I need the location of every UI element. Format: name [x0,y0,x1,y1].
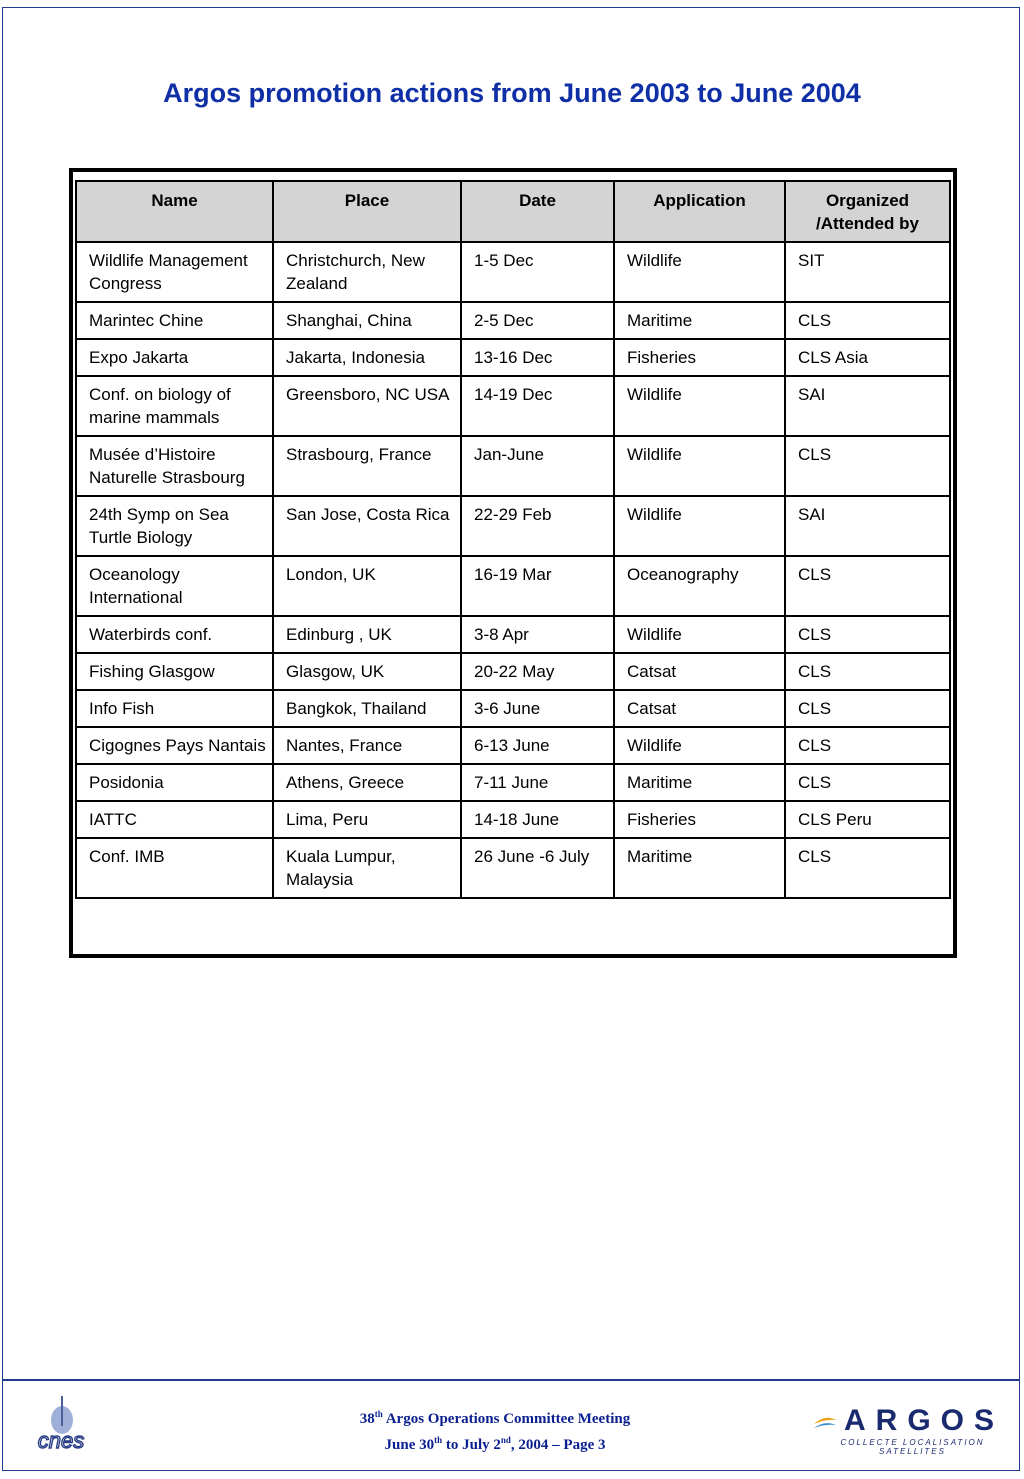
cell-organized-by: CLS [785,436,950,496]
cell-application: Wildlife [614,242,785,302]
cell-date: 1-5 Dec [461,242,614,302]
table-row [76,496,950,556]
argos-tagline: COLLECTE LOCALISATION SATELLITES [840,1438,985,1456]
cell-application: Wildlife [614,376,785,436]
cell-name: 24th Symp on Sea Turtle Biology [76,496,273,556]
cell-organized-by: CLS [785,302,950,339]
cell-organized-by: CLS [785,653,950,690]
cell-name: Cigognes Pays Nantais [76,727,273,764]
footer-divider [2,1379,1020,1381]
page-title: Argos promotion actions from June 2003 to June 2004 [163,78,861,108]
cell-date: 2-5 Dec [461,302,614,339]
cell-place: Shanghai, China [273,302,461,339]
cell-organized-by: CLS [785,838,950,898]
cell-date: 22-29 Feb [461,496,614,556]
cell-date: 7-11 June [461,764,614,801]
cnes-logo-text: cnes [37,1428,85,1452]
promotion-actions-table [75,180,951,899]
cell-application: Wildlife [614,496,785,556]
cell-place: Jakarta, Indonesia [273,339,461,376]
cell-date: Jan-June [461,436,614,496]
table-row [76,838,950,898]
table-row [76,556,950,616]
table-header-row [76,181,950,242]
cell-place: Kuala Lumpur, Malaysia [273,838,461,898]
cell-application: Oceanography [614,556,785,616]
cell-organized-by: CLS Peru [785,801,950,838]
cnes-rocket-icon [61,1396,63,1426]
table-row [76,616,950,653]
cell-name: Wildlife Management Congress [76,242,273,302]
cell-name: Fishing Glasgow [76,653,273,690]
cell-organized-by: CLS [785,556,950,616]
cell-date: 20-22 May [461,653,614,690]
cell-organized-by: SAI [785,376,950,436]
footer-line-1: 38th Argos Operations Committee Meeting [359,1409,631,1427]
cell-application: Maritime [614,764,785,801]
cell-place: Athens, Greece [273,764,461,801]
cell-name: Expo Jakarta [76,339,273,376]
cell-application: Fisheries [614,801,785,838]
cell-organized-by: CLS Asia [785,339,950,376]
cnes-logo [28,1394,94,1452]
cell-place: Glasgow, UK [273,653,461,690]
column-header-organized-by: Organized /Attended by [785,181,950,242]
cell-organized-by: SAI [785,496,950,556]
cell-name: Conf. IMB [76,838,273,898]
table-row [76,764,950,801]
cell-name: Musée d’Histoire Naturelle Strasbourg [76,436,273,496]
cell-application: Wildlife [614,436,785,496]
table-row [76,339,950,376]
table-row [76,801,950,838]
cell-date: 14-19 Dec [461,376,614,436]
cell-organized-by: CLS [785,690,950,727]
cell-organized-by: SIT [785,242,950,302]
cell-place: Greensboro, NC USA [273,376,461,436]
argos-wordmark: ARGOS [844,1404,1005,1437]
cell-name: Waterbirds conf. [76,616,273,653]
table-row [76,376,950,436]
table-body [76,242,950,898]
cell-name: Oceanology International [76,556,273,616]
cell-place: Edinburg , UK [273,616,461,653]
cell-date: 3-8 Apr [461,616,614,653]
cell-name: IATTC [76,801,273,838]
cell-organized-by: CLS [785,764,950,801]
cell-place: Nantes, France [273,727,461,764]
cell-date: 13-16 Dec [461,339,614,376]
cell-place: Christchurch, New Zealand [273,242,461,302]
argos-logo [810,1404,1015,1456]
cell-name: Marintec Chine [76,302,273,339]
column-header-place: Place [273,181,461,242]
table-row [76,302,950,339]
cell-application: Catsat [614,690,785,727]
cell-name: Conf. on biology of marine mammals [76,376,273,436]
cell-application: Maritime [614,302,785,339]
cell-date: 14-18 June [461,801,614,838]
column-header-application: Application [614,181,785,242]
cell-name: Info Fish [76,690,273,727]
table-row [76,727,950,764]
footer-caption [250,1404,740,1456]
cell-application: Fisheries [614,339,785,376]
table-row [76,242,950,302]
footer-line-2: June 30th to July 2nd, 2004 – Page 3 [384,1435,606,1453]
cell-organized-by: CLS [785,727,950,764]
table-row [76,653,950,690]
cell-place: Strasbourg, France [273,436,461,496]
cell-application: Wildlife [614,616,785,653]
table-row [76,690,950,727]
cell-place: Lima, Peru [273,801,461,838]
cell-place: Bangkok, Thailand [273,690,461,727]
cell-name: Posidonia [76,764,273,801]
table-row [76,436,950,496]
cell-date: 16-19 Mar [461,556,614,616]
cell-date: 3-6 June [461,690,614,727]
cell-place: London, UK [273,556,461,616]
cell-application: Wildlife [614,727,785,764]
argos-swoosh-icon [812,1410,838,1436]
cell-place: San Jose, Costa Rica [273,496,461,556]
column-header-name: Name [76,181,273,242]
column-header-date: Date [461,181,614,242]
cell-application: Catsat [614,653,785,690]
cell-date: 6-13 June [461,727,614,764]
cell-organized-by: CLS [785,616,950,653]
cell-date: 26 June -6 July [461,838,614,898]
table-frame [69,168,957,958]
cell-application: Maritime [614,838,785,898]
